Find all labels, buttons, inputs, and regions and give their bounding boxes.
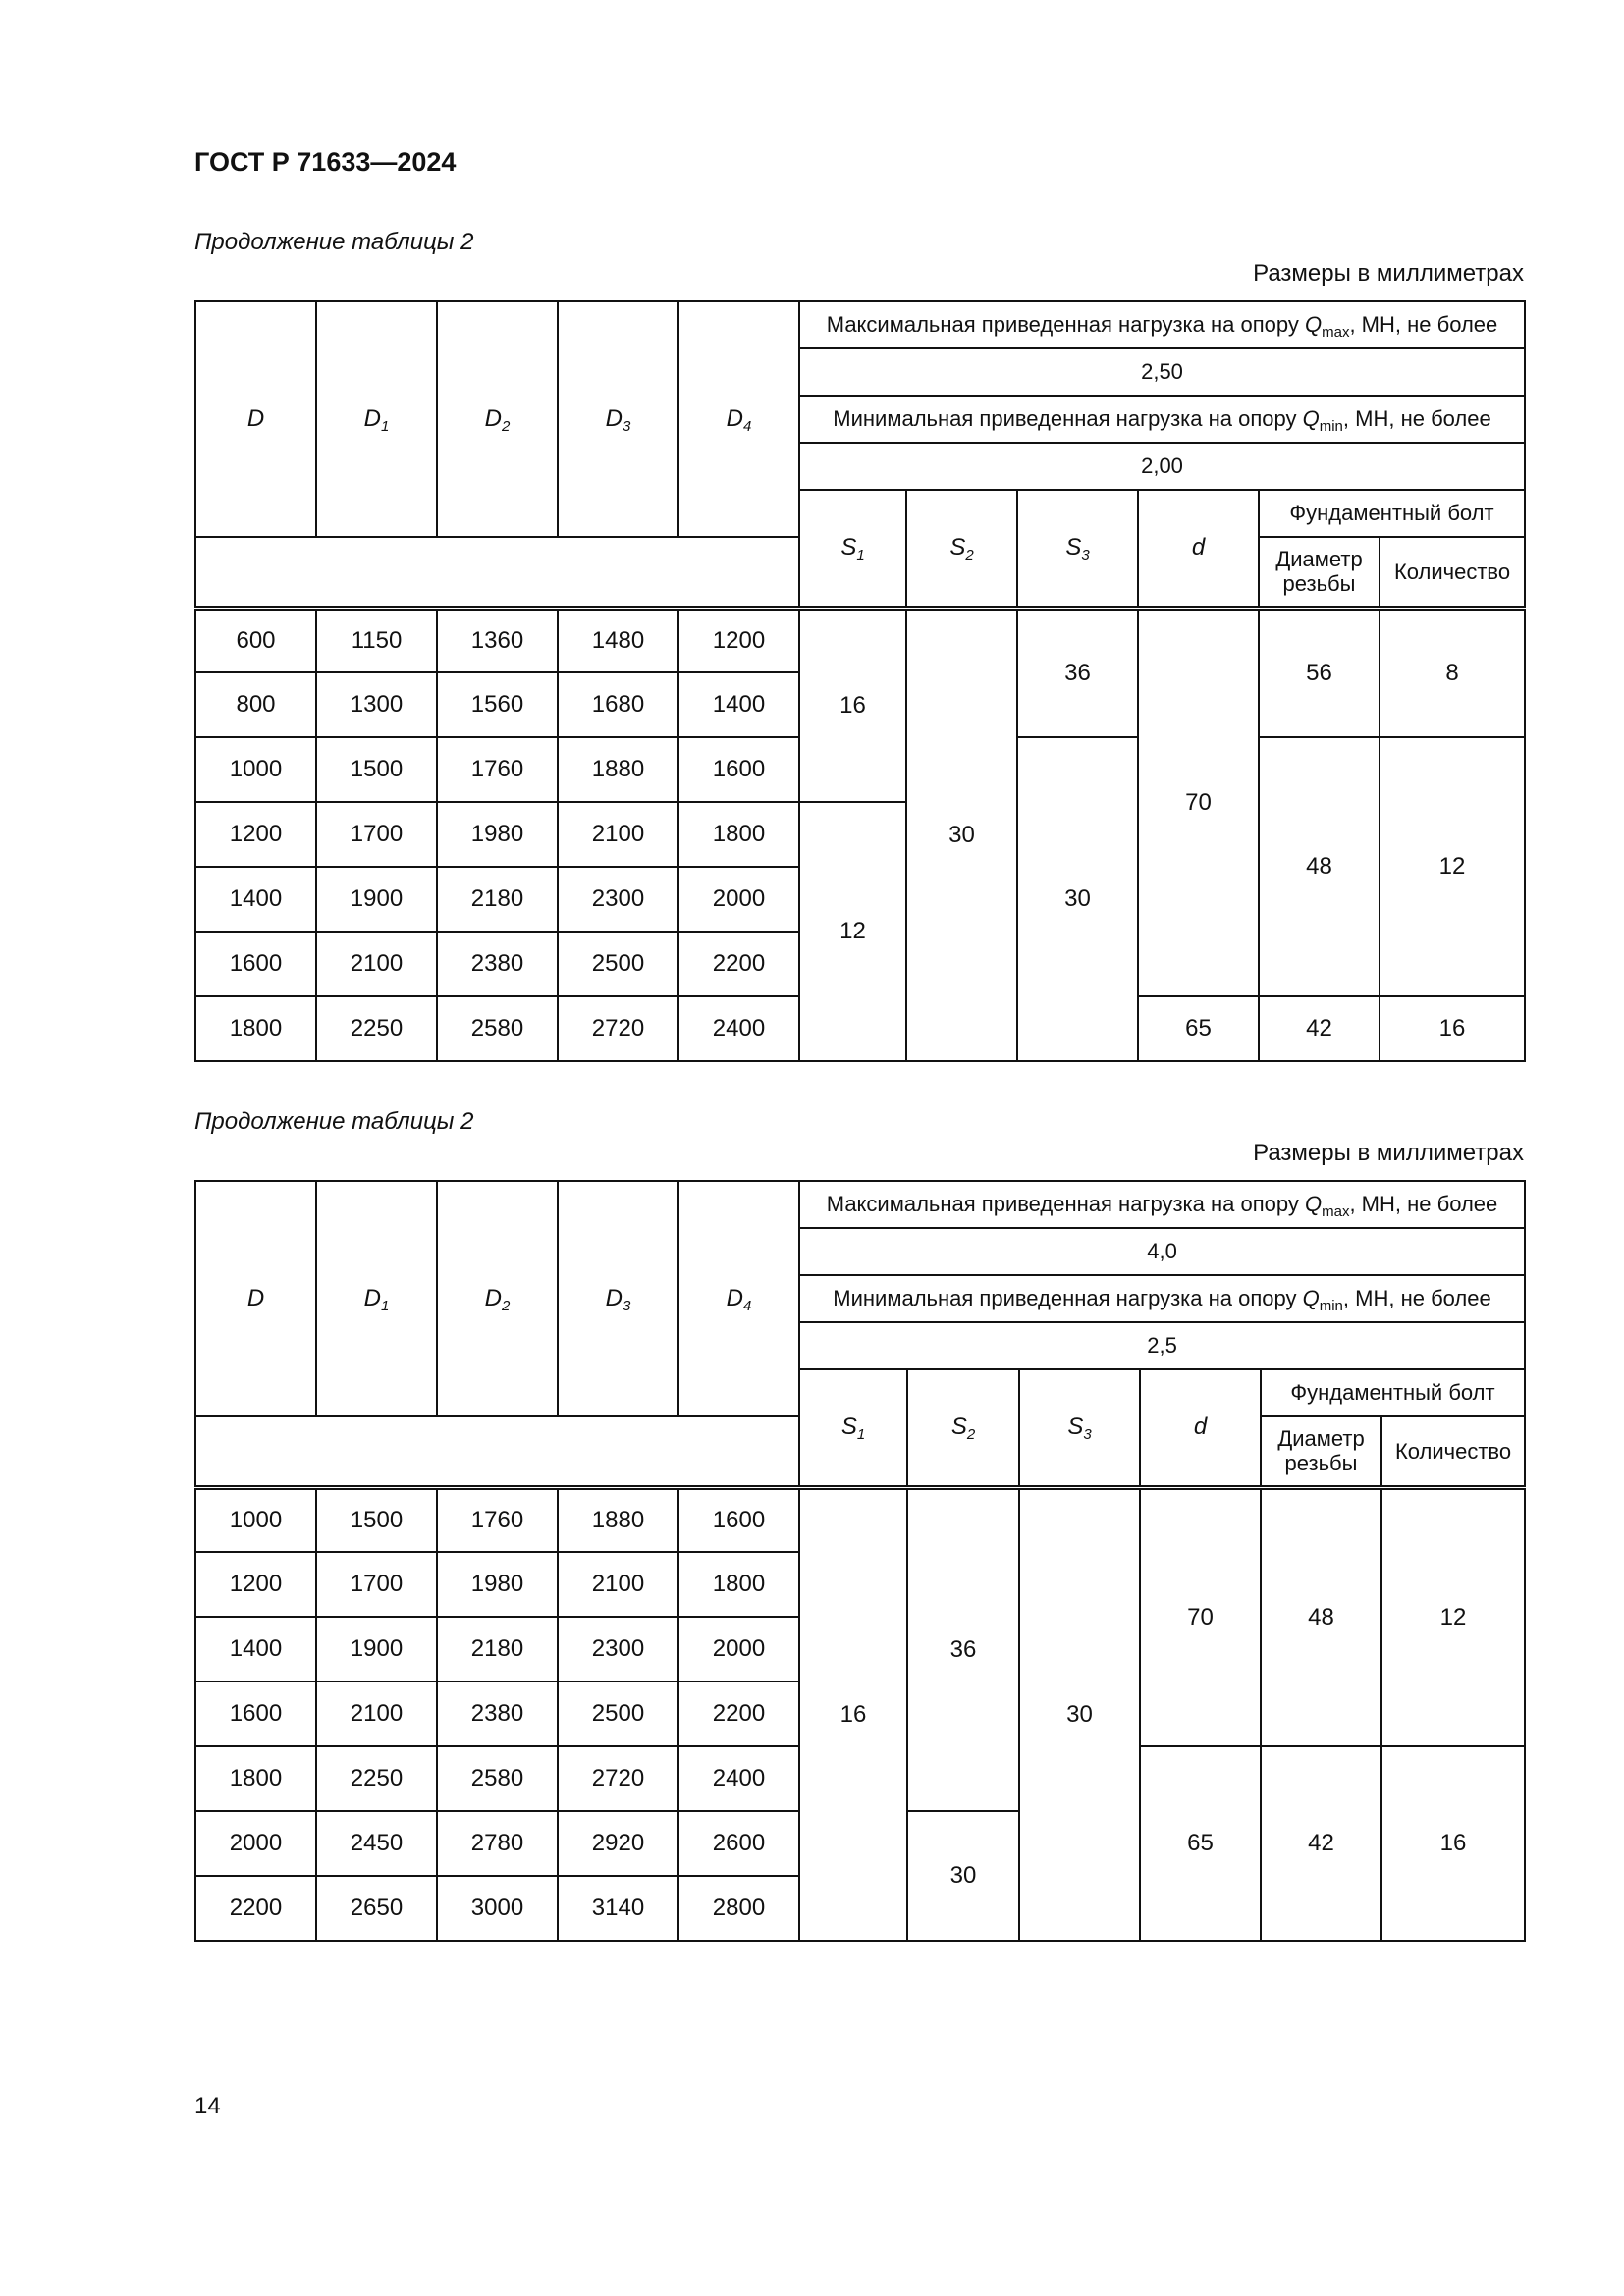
d-cell: 70 bbox=[1138, 608, 1259, 996]
table-cell: 2000 bbox=[678, 867, 799, 932]
table-cell: 3000 bbox=[437, 1876, 558, 1941]
table-cell: 2380 bbox=[437, 1682, 558, 1746]
qmin-value: 2,00 bbox=[799, 443, 1525, 490]
col-header-D1: $D_1$ bbox=[316, 1181, 437, 1416]
col-header-S2: $S_2$ bbox=[907, 1369, 1019, 1487]
units-note: Размеры в миллиметрах bbox=[1253, 1140, 1524, 1166]
col-header-D1: $D_1$ bbox=[316, 301, 437, 537]
qty-header: Количество bbox=[1381, 1416, 1525, 1487]
table-caption: Продолжение таблицы 2 bbox=[194, 1108, 474, 1135]
s2-cell: 30 bbox=[907, 1811, 1019, 1941]
bolt-header: Фундаментный болт bbox=[1259, 490, 1525, 537]
table-cell: 600 bbox=[195, 608, 316, 672]
qmax-label: Максимальная приведенная нагрузка на опору $Q_{max}$, МН, не более bbox=[799, 301, 1525, 348]
table-cell: 2780 bbox=[437, 1811, 558, 1876]
table-cell: 2200 bbox=[678, 932, 799, 996]
d-cell: 65 bbox=[1138, 996, 1259, 1061]
table-cell: 1980 bbox=[437, 802, 558, 867]
thread-cell: 42 bbox=[1259, 996, 1380, 1061]
col-header-D4: $D_4$ bbox=[678, 301, 799, 537]
table-2-part-2 bbox=[194, 1180, 1526, 1942]
table-cell: 2300 bbox=[558, 1617, 678, 1682]
table-cell: 2380 bbox=[437, 932, 558, 996]
col-header-D3: $D_3$ bbox=[558, 1181, 678, 1416]
qty-cell: 12 bbox=[1381, 1487, 1525, 1746]
table-cell: 1480 bbox=[558, 608, 678, 672]
table-cell: 1800 bbox=[678, 802, 799, 867]
col-header-S3: $S_3$ bbox=[1019, 1369, 1140, 1487]
col-header-D2: $D_2$ bbox=[437, 301, 558, 537]
table-cell: 2920 bbox=[558, 1811, 678, 1876]
table-cell: 2400 bbox=[678, 1746, 799, 1811]
s2-cell: 30 bbox=[906, 608, 1017, 1061]
col-header-S2: $S_2$ bbox=[906, 490, 1017, 608]
qty-cell: 12 bbox=[1380, 737, 1525, 996]
table-cell: 1560 bbox=[437, 672, 558, 737]
col-header-S3: $S_3$ bbox=[1017, 490, 1138, 608]
table-cell: 2400 bbox=[678, 996, 799, 1061]
table-cell: 1000 bbox=[195, 1487, 316, 1552]
table-cell: 1900 bbox=[316, 867, 437, 932]
table-cell: 1200 bbox=[195, 802, 316, 867]
s1-cell: 12 bbox=[799, 802, 906, 1061]
col-header-D: D bbox=[195, 301, 316, 537]
table-cell: 1700 bbox=[316, 802, 437, 867]
table-cell: 1200 bbox=[195, 1552, 316, 1617]
thread-cell: 42 bbox=[1261, 1746, 1381, 1941]
table-cell: 2180 bbox=[437, 1617, 558, 1682]
table-cell: 2580 bbox=[437, 1746, 558, 1811]
table-cell: 2100 bbox=[316, 1682, 437, 1746]
table-cell: 1300 bbox=[316, 672, 437, 737]
table-cell: 1600 bbox=[195, 1682, 316, 1746]
table-cell: 1600 bbox=[195, 932, 316, 996]
table-cell: 1760 bbox=[437, 1487, 558, 1552]
table-cell: 2500 bbox=[558, 1682, 678, 1746]
qmin-label: Минимальная приведенная нагрузка на опору $Q_{min}$, МН, не более bbox=[799, 1275, 1525, 1322]
table-cell: 2000 bbox=[195, 1811, 316, 1876]
table-cell: 1200 bbox=[678, 608, 799, 672]
table-cell: 1150 bbox=[316, 608, 437, 672]
table-cell: 1800 bbox=[678, 1552, 799, 1617]
table-cell: 2500 bbox=[558, 932, 678, 996]
table-cell: 1880 bbox=[558, 1487, 678, 1552]
table-caption: Продолжение таблицы 2 bbox=[194, 229, 474, 255]
col-header-D2: $D_2$ bbox=[437, 1181, 558, 1416]
table-cell: 1400 bbox=[195, 1617, 316, 1682]
qmin-label: Минимальная приведенная нагрузка на опору $Q_{min}$, МН, не более bbox=[799, 396, 1525, 443]
qty-header: Количество bbox=[1380, 537, 1525, 608]
col-header-S1: $S_1$ bbox=[799, 490, 906, 608]
col-header-D4: $D_4$ bbox=[678, 1181, 799, 1416]
col-header-d: d bbox=[1140, 1369, 1261, 1487]
document-code: ГОСТ Р 71633—2024 bbox=[194, 147, 457, 177]
table-2-part-1 bbox=[194, 300, 1526, 1062]
table-cell: 2000 bbox=[678, 1617, 799, 1682]
table-cell: 2800 bbox=[678, 1876, 799, 1941]
table-cell: 2100 bbox=[316, 932, 437, 996]
table-cell: 1900 bbox=[316, 1617, 437, 1682]
qmin-value: 2,5 bbox=[799, 1322, 1525, 1369]
table-cell: 1680 bbox=[558, 672, 678, 737]
table-cell: 3140 bbox=[558, 1876, 678, 1941]
table-cell: 2580 bbox=[437, 996, 558, 1061]
qmax-value: 2,50 bbox=[799, 348, 1525, 396]
table-cell: 2250 bbox=[316, 996, 437, 1061]
table-cell: 2720 bbox=[558, 996, 678, 1061]
table-cell: 2450 bbox=[316, 1811, 437, 1876]
table-cell: 2200 bbox=[195, 1876, 316, 1941]
thread-cell: 48 bbox=[1259, 737, 1380, 996]
table-cell: 1360 bbox=[437, 608, 558, 672]
d-cell: 70 bbox=[1140, 1487, 1261, 1746]
qmax-label: Максимальная приведенная нагрузка на опору $Q_{max}$, МН, не более bbox=[799, 1181, 1525, 1228]
s3-cell: 36 bbox=[1017, 608, 1138, 737]
table-cell: 1700 bbox=[316, 1552, 437, 1617]
table-cell: 1760 bbox=[437, 737, 558, 802]
table-cell: 1800 bbox=[195, 1746, 316, 1811]
table-cell: 800 bbox=[195, 672, 316, 737]
thread-header: Диаметр резьбы bbox=[1259, 537, 1380, 608]
table-cell: 1000 bbox=[195, 737, 316, 802]
s3-cell: 30 bbox=[1019, 1487, 1140, 1941]
table-cell: 1980 bbox=[437, 1552, 558, 1617]
thread-header: Диаметр резьбы bbox=[1261, 1416, 1381, 1487]
s1-cell: 16 bbox=[799, 608, 906, 802]
table-cell: 1600 bbox=[678, 737, 799, 802]
table-cell: 2250 bbox=[316, 1746, 437, 1811]
table-cell: 1880 bbox=[558, 737, 678, 802]
s1-cell: 16 bbox=[799, 1487, 907, 1941]
thread-cell: 56 bbox=[1259, 608, 1380, 737]
table-cell: 1400 bbox=[195, 867, 316, 932]
d-cell: 65 bbox=[1140, 1746, 1261, 1941]
table-cell: 2100 bbox=[558, 802, 678, 867]
table-cell: 2100 bbox=[558, 1552, 678, 1617]
qty-cell: 16 bbox=[1381, 1746, 1525, 1941]
qty-cell: 8 bbox=[1380, 608, 1525, 737]
bolt-header: Фундаментный болт bbox=[1261, 1369, 1525, 1416]
units-note: Размеры в миллиметрах bbox=[1253, 260, 1524, 287]
page-number: 14 bbox=[194, 2093, 221, 2119]
s3-cell: 30 bbox=[1017, 737, 1138, 1061]
qty-cell: 16 bbox=[1380, 996, 1525, 1061]
table-cell: 2720 bbox=[558, 1746, 678, 1811]
table-cell: 1500 bbox=[316, 737, 437, 802]
table-cell: 1500 bbox=[316, 1487, 437, 1552]
table-cell: 2300 bbox=[558, 867, 678, 932]
table-cell: 1600 bbox=[678, 1487, 799, 1552]
col-header-d: d bbox=[1138, 490, 1259, 608]
table-cell: 2650 bbox=[316, 1876, 437, 1941]
table-cell: 2600 bbox=[678, 1811, 799, 1876]
table-cell: 1400 bbox=[678, 672, 799, 737]
col-header-S1: $S_1$ bbox=[799, 1369, 907, 1487]
table-cell: 1800 bbox=[195, 996, 316, 1061]
table-cell: 2200 bbox=[678, 1682, 799, 1746]
col-header-D3: $D_3$ bbox=[558, 301, 678, 537]
qmax-value: 4,0 bbox=[799, 1228, 1525, 1275]
s2-cell: 36 bbox=[907, 1487, 1019, 1811]
col-header-D: D bbox=[195, 1181, 316, 1416]
thread-cell: 48 bbox=[1261, 1487, 1381, 1746]
table-cell: 2180 bbox=[437, 867, 558, 932]
